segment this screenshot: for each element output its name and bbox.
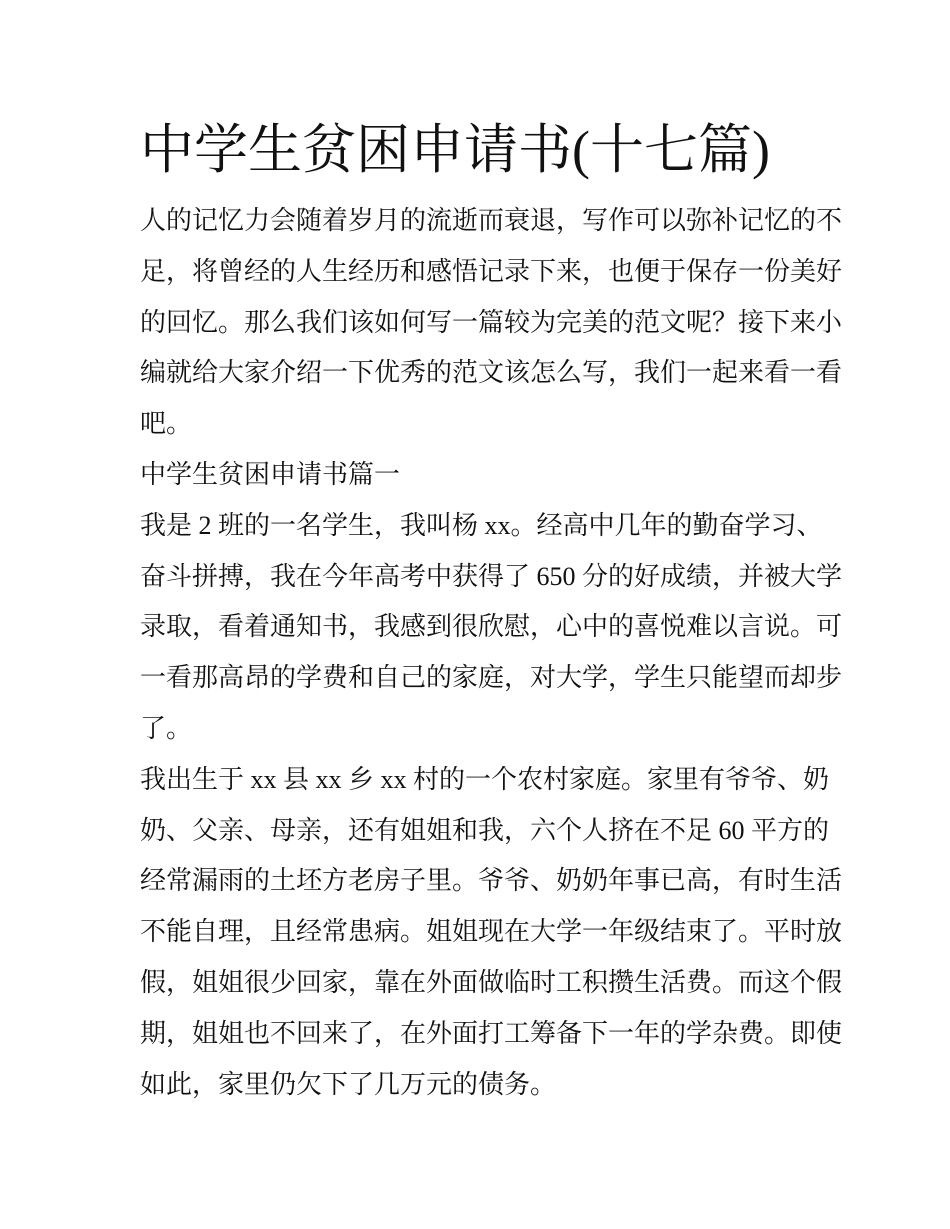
text-line: 期，姐姐也不回来了，在外面打工筹备下一年的学杂费。即使 <box>140 1018 843 1048</box>
text-line: 我是 2 班的一名学生，我叫杨 xx。经高中几年的勤奋学习、 <box>140 510 823 540</box>
document-title: 中学生贫困申请书(十七篇) <box>140 120 770 180</box>
text-line: 我出生于 xx 县 xx 乡 xx 村的一个农村家庭。家里有爷爷、奶 <box>140 764 830 794</box>
section-heading: 中学生贫困申请书篇一 <box>140 459 401 489</box>
text-line: 吧。 <box>140 409 193 439</box>
text-line: 不能自理，且经常患病。姐姐现在大学一年级结束了。平时放 <box>140 917 843 947</box>
text-line: 录取，看着通知书，我感到很欣慰，心中的喜悦难以言说。可 <box>140 612 843 642</box>
text-line: 经常漏雨的土坯方老房子里。爷爷、奶奶年事已高，有时生活 <box>140 866 843 896</box>
text-line: 奋斗拼搏，我在今年高考中获得了 650 分的好成绩，并被大学 <box>140 561 843 591</box>
text-line: 的回忆。那么我们该如何写一篇较为完美的范文呢？接下来小 <box>140 307 843 337</box>
text-line: 如此，家里仍欠下了几万元的债务。 <box>140 1069 557 1099</box>
text-line: 奶、父亲、母亲，还有姐姐和我，六个人挤在不足 60 平方的 <box>140 815 830 845</box>
text-line: 一看那高昂的学费和自己的家庭，对大学，学生只能望而却步 <box>140 663 843 693</box>
text-line: 人的记忆力会随着岁月的流逝而衰退，写作可以弥补记忆的不 <box>140 206 843 235</box>
text-line: 编就给大家介绍一下优秀的范文该怎么写，我们一起来看一看 <box>140 358 843 388</box>
text-line: 足，将曾经的人生经历和感悟记录下来，也便于保存一份美好 <box>140 256 843 286</box>
text-line: 假，姐姐很少回家，靠在外面做临时工积攒生活费。而这个假 <box>140 967 843 997</box>
document-body <box>140 196 843 1110</box>
text-line: 了。 <box>140 713 193 743</box>
